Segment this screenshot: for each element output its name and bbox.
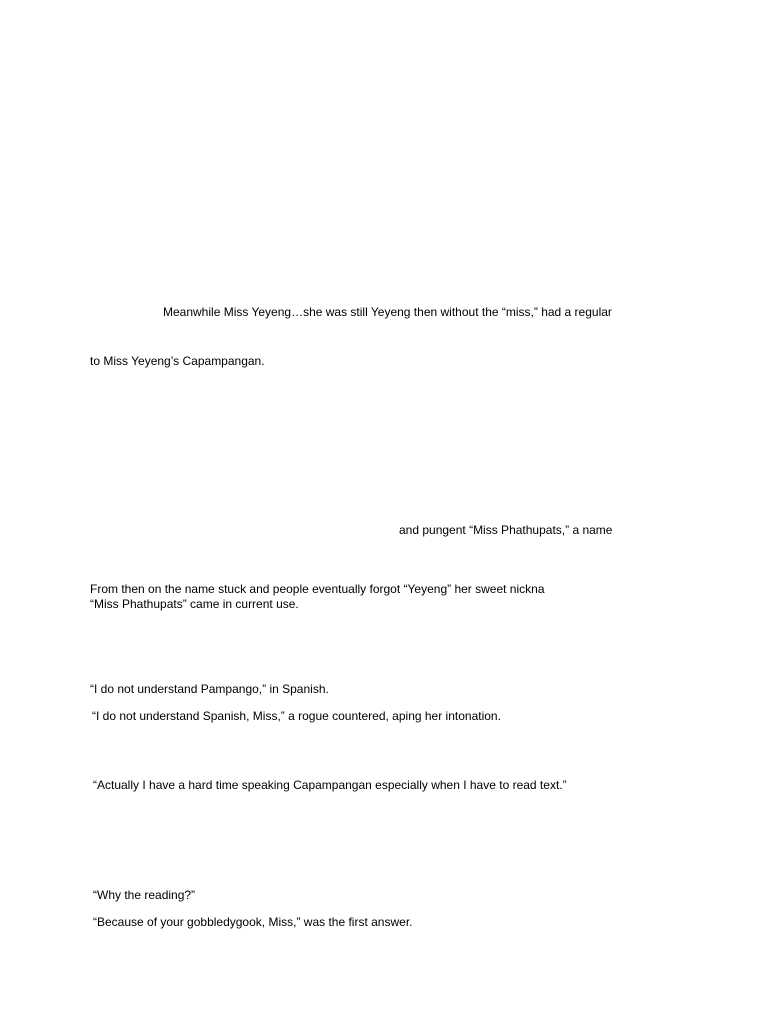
text-line: to Miss Yeyeng’s Capampangan. xyxy=(90,354,265,368)
text-line: “Because of your gobbledygook, Miss,” was the first answer. xyxy=(93,915,413,929)
text-line: “Actually I have a hard time speaking Capampangan especially when I have to read text.” xyxy=(93,778,567,792)
text-line: “I do not understand Pampango,” in Spanish. xyxy=(90,682,329,696)
text-line: “I do not understand Spanish, Miss,” a rogue countered, aping her intonation. xyxy=(92,709,501,723)
text-line: and pungent “Miss Phathupats,” a name xyxy=(399,523,613,537)
text-line: From then on the name stuck and people eventually forgot “Yeyeng” her sweet nickna xyxy=(90,582,545,596)
text-line: “Why the reading?” xyxy=(93,888,196,902)
text-line: Meanwhile Miss Yeyeng…she was still Yeyeng then without the “miss,” had a regular xyxy=(163,305,612,319)
text-line: “Miss Phathupats” came in current use. xyxy=(90,597,299,611)
